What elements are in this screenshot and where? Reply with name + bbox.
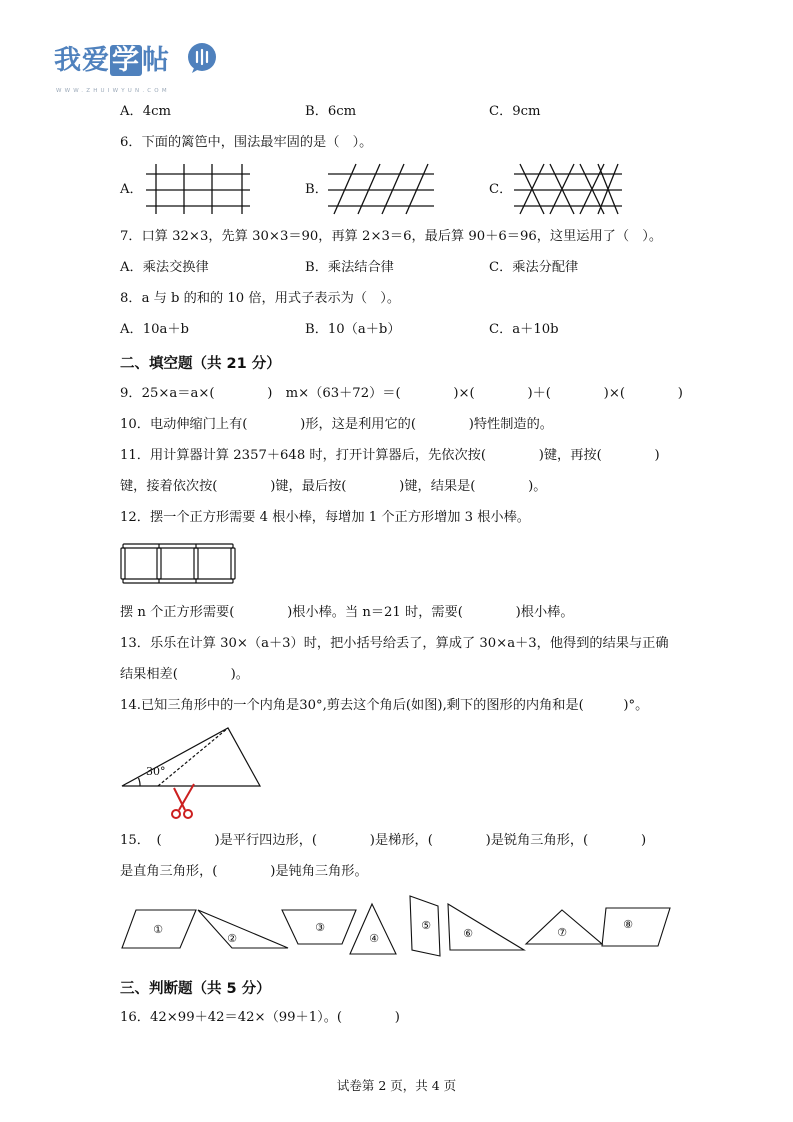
logo-highlight: 学 <box>112 45 140 76</box>
q6-option-c: C． <box>489 182 513 197</box>
logo-subtitle: WWW.ZHUIWYUN.COM <box>56 88 170 94</box>
shape-2-triangle <box>198 910 288 948</box>
q14: 14.已知三角形中的一个内角是30°,剪去这个角后(如图),剩下的图形的内角和是( )°。 <box>120 698 649 713</box>
q7-stem: 7．口算 32×3，先算 30×3＝90，再算 2×3＝6，最后算 90＋6＝96，这里运用了（ ）。 <box>120 229 663 244</box>
q5-option-b: B．6cm <box>305 104 357 119</box>
shape-label-7: ⑦ <box>557 926 567 939</box>
page-footer: 试卷第 2 页，共 4 页 <box>336 1078 457 1093</box>
q10: 10．电动伸缩门上有( )形，这是利用它的( )特性制造的。 <box>120 417 553 432</box>
q7-option-c: C．乘法分配律 <box>489 260 579 275</box>
shape-4-triangle <box>350 904 396 954</box>
q14-angle-label: 30° <box>146 765 166 778</box>
section-fill-blank-title: 二、填空题（共 21 分） <box>120 356 281 372</box>
site-logo <box>54 38 170 78</box>
q8-option-b: B．10（a＋b） <box>305 322 401 337</box>
fence-cross-figure <box>514 164 622 214</box>
q6-stem: 6．下面的篱笆中，围法最牢固的是（ ）。 <box>120 135 373 150</box>
q8-option-c: C．a＋10b <box>489 322 559 337</box>
shape-label-1: ① <box>153 923 163 936</box>
q15-line2: 是直角三角形，( )是钝角三角形。 <box>120 864 368 879</box>
shape-6-triangle <box>448 904 524 950</box>
shape-label-5: ⑤ <box>421 919 431 932</box>
q5-option-c: C．9cm <box>489 104 541 119</box>
shape-8-trapezoid <box>602 908 670 946</box>
q15-line1: 15． ( )是平行四边形，( )是梯形，( )是锐角三角形，( ) <box>120 833 647 848</box>
q8-stem: 8．a 与 b 的和的 10 倍，用式子表示为（ ）。 <box>120 291 401 306</box>
stick-squares-figure <box>120 543 236 585</box>
q13-line2: 结果相差( )。 <box>120 667 249 682</box>
triangle-cut-figure <box>118 724 268 824</box>
q16: 16．42×99＋42＝42×（99＋1）。( ) <box>120 1010 400 1025</box>
logo-text-2: 帖 <box>142 45 170 76</box>
shapes-figure <box>118 894 678 958</box>
q11-line2: 键，接着依次按( )键，最后按( )键，结果是( )。 <box>120 479 547 494</box>
q6-option-a: A． <box>120 182 143 197</box>
shape-label-6: ⑥ <box>463 927 473 940</box>
q6-option-b: B． <box>305 182 328 197</box>
shape-label-8: ⑧ <box>623 918 633 931</box>
shape-label-4: ④ <box>369 932 379 945</box>
q13-line1: 13．乐乐在计算 30×（a＋3）时，把小括号给丢了，算成了 30×a＋3，他得到的结果与正确 <box>120 636 669 651</box>
q7-option-a: A．乘法交换律 <box>120 260 209 275</box>
shape-label-2: ② <box>227 932 237 945</box>
fence-slant-figure <box>328 164 434 214</box>
q8-option-a: A．10a＋b <box>120 322 189 337</box>
logo-text: 我爱 <box>54 45 110 76</box>
fence-grid-figure <box>146 164 250 214</box>
section-judgment-title: 三、判断题（共 5 分） <box>120 981 271 997</box>
q7-option-b: B．乘法结合律 <box>305 260 394 275</box>
q9: 9．25×a＝a×( ) m×（63＋72）＝( )×( )＋( )×( ) <box>120 386 683 401</box>
logo-bubble-icon <box>186 42 220 74</box>
q11-line1: 11．用计算器计算 2357＋648 时，打开计算器后，先依次按( )键，再按( ) <box>120 448 660 463</box>
q12-stem: 12．摆一个正方形需要 4 根小棒，每增加 1 个正方形增加 3 根小棒。 <box>120 510 530 525</box>
q12-answer: 摆 n 个正方形需要( )根小棒。当 n＝21 时，需要( )根小棒。 <box>120 605 574 620</box>
shape-label-3: ③ <box>315 921 325 934</box>
q5-option-a: A．4cm <box>120 104 171 119</box>
